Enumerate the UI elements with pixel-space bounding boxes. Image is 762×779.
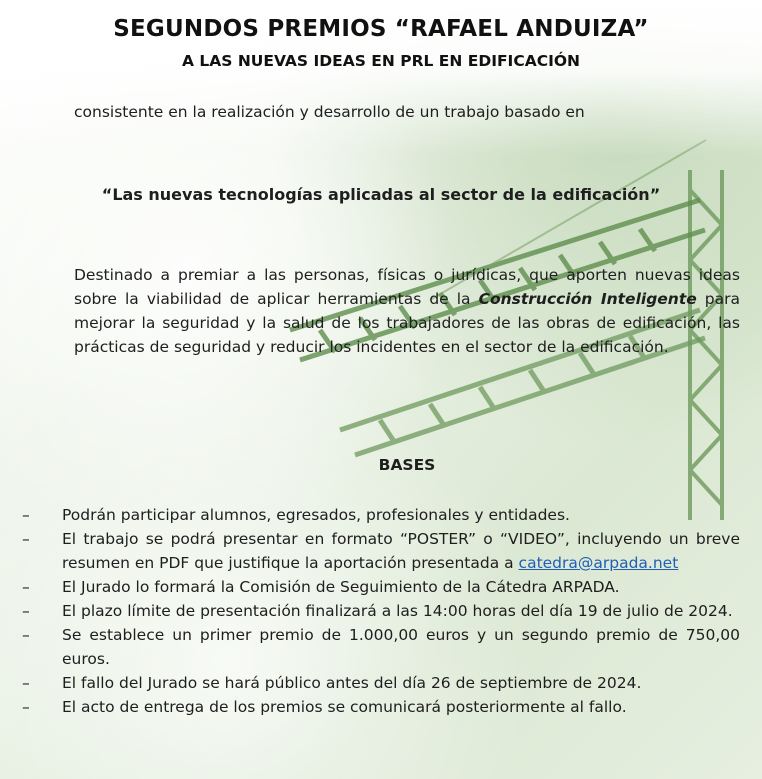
- list-item: [0, 623, 740, 671]
- email-link[interactable]: catedra@arpada.net: [518, 554, 679, 572]
- list-item-text: Podrán participar alumnos, egresados, profesionales y entidades.: [62, 506, 570, 524]
- bullet-dash: –: [22, 530, 30, 548]
- list-item: [0, 599, 740, 623]
- intro-text: consistente en la realización y desarrollo de un trabajo basado en: [74, 103, 585, 121]
- list-item: [0, 671, 740, 695]
- list-item: [0, 695, 740, 719]
- list-item: [0, 503, 740, 527]
- bullet-dash: –: [22, 698, 30, 716]
- bullet-dash: –: [22, 674, 30, 692]
- description-emphasis: Construcción Inteligente: [478, 290, 697, 308]
- list-item-text: El acto de entrega de los premios se comunicará posteriormente al fallo.: [62, 698, 627, 716]
- description-text-before: Destinado a premiar a las personas, físicas o jurídicas, que aporten nuevas ideas sobre la viabilidad de aplicar herramientas de la: [74, 266, 740, 308]
- bases-list: [0, 503, 762, 719]
- list-item: [0, 527, 740, 575]
- list-item-text: El fallo del Jurado se hará público antes del día 26 de septiembre de 2024.: [62, 674, 642, 692]
- bullet-dash: –: [22, 578, 30, 596]
- topic-quote: “Las nuevas tecnologías aplicadas al sector de la edificación”: [101, 185, 661, 204]
- description-text-after: para mejorar la seguridad y la salud de los trabajadores de las obras de edificación, las prácticas de seguridad y reducir los incidentes en el sector de la edificación.: [74, 290, 741, 356]
- list-item-text: Se establece un primer premio de 1.000,00 euros y un segundo premio de 750,00 euros.: [62, 626, 740, 668]
- list-item-text: El Jurado lo formará la Comisión de Seguimiento de la Cátedra ARPADA.: [62, 578, 620, 596]
- bullet-dash: –: [22, 626, 30, 644]
- bases-heading: BASES: [378, 456, 436, 474]
- bullet-dash: –: [22, 602, 30, 620]
- page-subtitle: A LAS NUEVAS IDEAS EN PRL EN EDIFICACIÓN: [182, 52, 580, 70]
- list-item-text: El plazo límite de presentación finalizará a las 14:00 horas del día 19 de julio de 2024.: [62, 602, 733, 620]
- list-item-text: El trabajo se podrá presentar en formato “POSTER” o “VIDEO”, incluyendo un breve resumen en PDF que justifique la aportación presentada a: [62, 530, 740, 572]
- list-item: [0, 575, 740, 599]
- description-paragraph: [74, 263, 740, 359]
- page-title: SEGUNDOS PREMIOS “RAFAEL ANDUIZA”: [113, 16, 649, 42]
- bullet-dash: –: [22, 506, 30, 524]
